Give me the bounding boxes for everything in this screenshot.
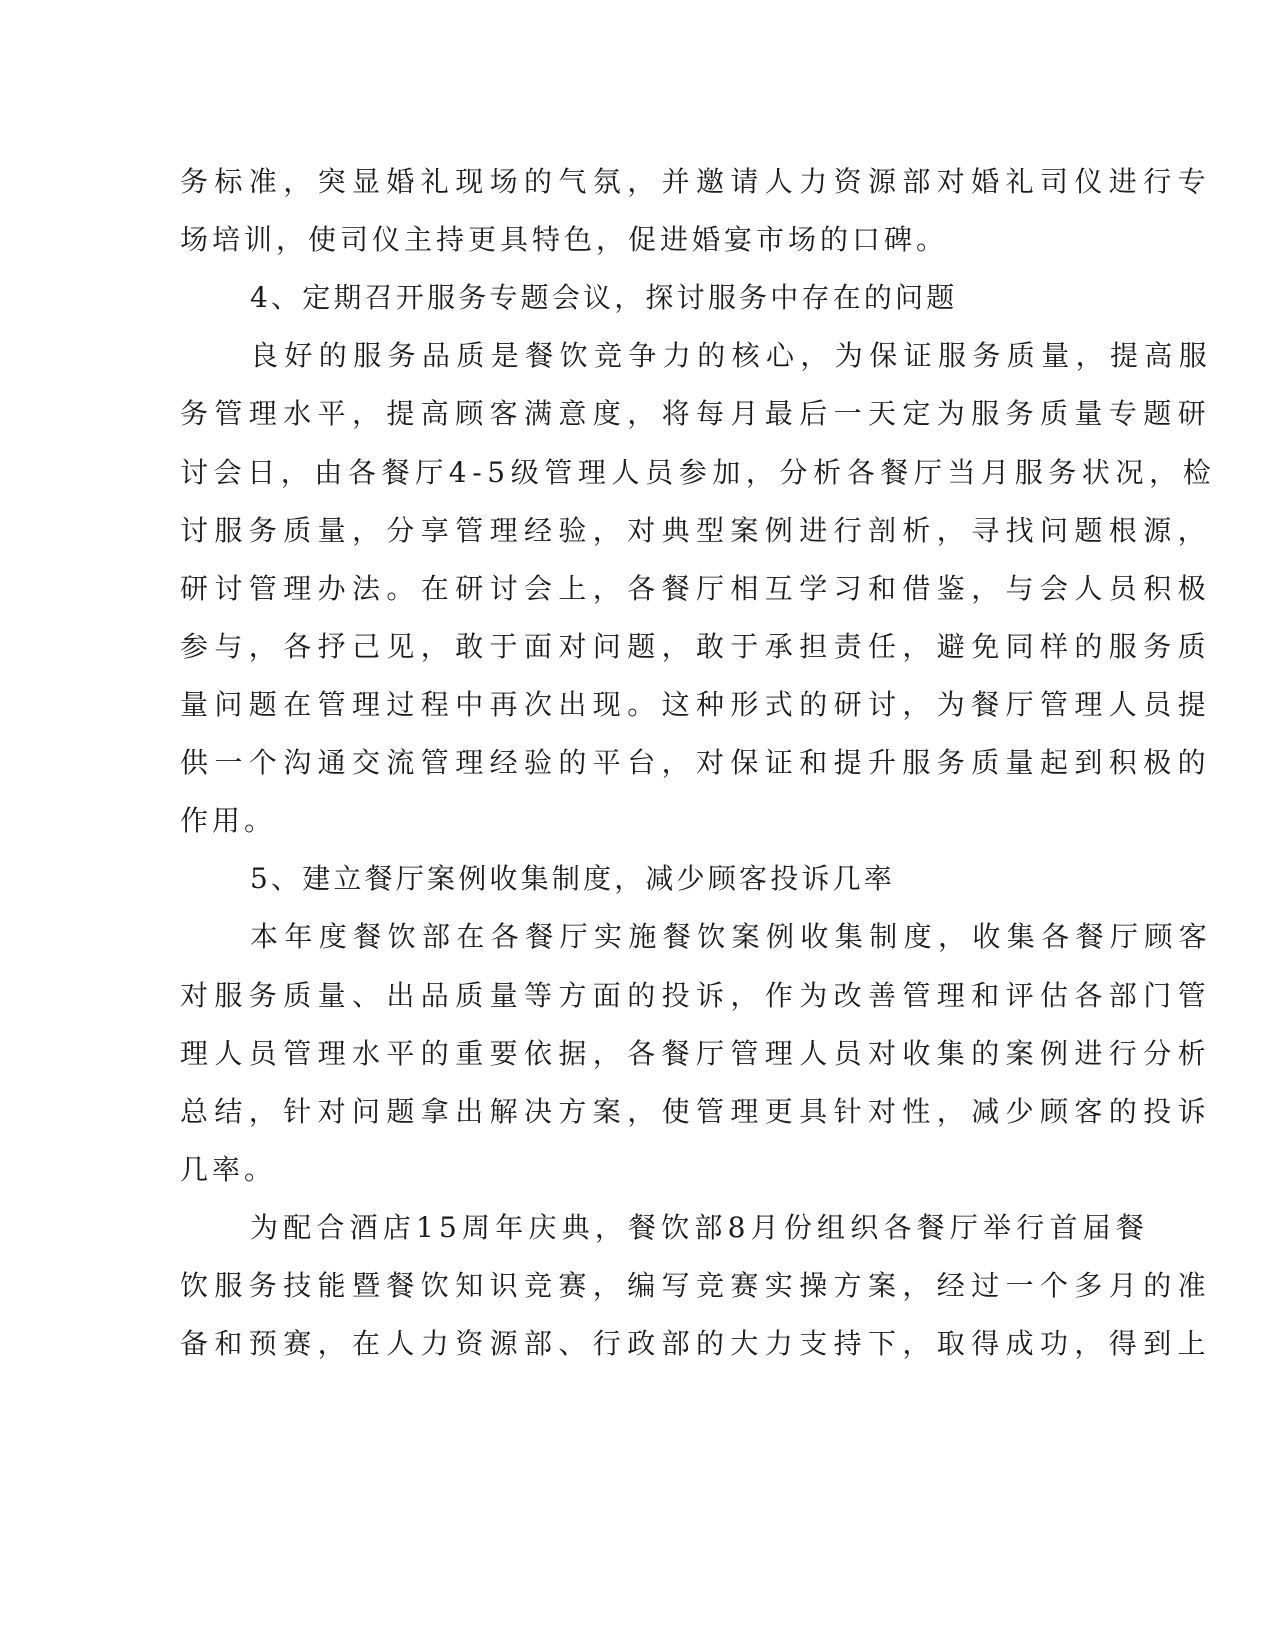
text-line: 讨服务质量，分享管理经验，对典型案例进行剖析，寻找问题根源，	[180, 514, 1213, 547]
text-line: 理人员管理水平的重要依据，各餐厅管理人员对收集的案例进行分析	[180, 1037, 1213, 1070]
text-line: 务标准，突显婚礼现场的气氛，并邀请人力资源部对婚礼司仪进行专	[180, 165, 1213, 198]
text-line: 量问题在管理过程中再次出现。这种形式的研讨，为餐厅管理人员提	[180, 688, 1213, 721]
text-line: 讨会日，由各餐厅4-5级管理人员参加，分析各餐厅当月服务状况，检	[180, 456, 1217, 489]
text-line: 作用。	[180, 804, 277, 837]
text-line: 研讨管理办法。在研讨会上，各餐厅相互学习和借鉴，与会人员积极	[180, 572, 1213, 605]
text-line: 备和预赛，在人力资源部、行政部的大力支持下，取得成功，得到上	[180, 1327, 1213, 1360]
text-line: 务管理水平，提高顾客满意度，将每月最后一天定为服务质量专题研	[180, 397, 1213, 430]
section-heading-4: 4、定期召开服务专题会议，探讨服务中存在的问题	[250, 281, 958, 314]
text-line: 对服务质量、出品质量等方面的投诉，作为改善管理和评估各部门管	[180, 979, 1213, 1012]
paragraph-first-line: 良好的服务品质是餐饮竞争力的核心，为保证服务质量，提高服	[250, 339, 1214, 372]
text-line: 几率。	[180, 1153, 277, 1186]
text-line: 饮服务技能暨餐饮知识竞赛，编写竞赛实操方案，经过一个多月的准	[180, 1269, 1213, 1302]
section-heading-5: 5、建立餐厅案例收集制度，减少顾客投诉几率	[250, 862, 896, 895]
text-line: 场培训，使司仪主持更具特色，促进婚宴市场的口碑。	[180, 223, 949, 256]
text-line: 总结，针对问题拿出解决方案，使管理更具针对性，减少顾客的投诉	[180, 1095, 1213, 1128]
text-line: 供一个沟通交流管理经验的平台，对保证和提升服务质量起到积极的	[180, 746, 1213, 779]
text-line: 参与，各抒己见，敢于面对问题，敢于承担责任，避免同样的服务质	[180, 630, 1213, 663]
paragraph-first-line: 为配合酒店15周年庆典，餐饮部8月份组织各餐厅举行首届餐	[250, 1211, 1150, 1244]
paragraph-first-line: 本年度餐饮部在各餐厅实施餐饮案例收集制度，收集各餐厅顾客	[250, 920, 1214, 953]
